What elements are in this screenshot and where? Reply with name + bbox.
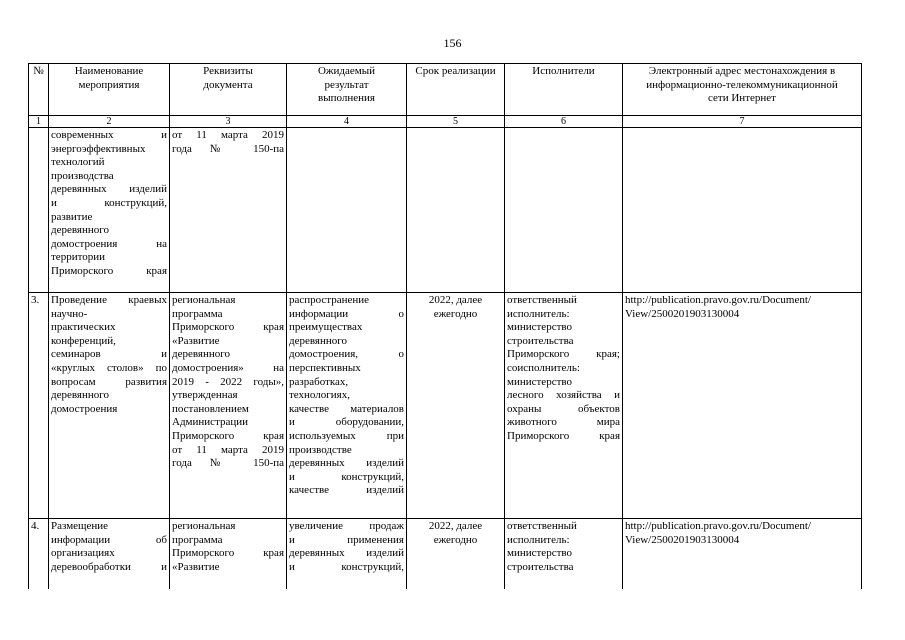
row-number-cell: 4. — [29, 519, 49, 589]
cell-line: и конструкций, — [289, 560, 404, 573]
cell-line: 2022, далее — [428, 520, 483, 532]
cell-line: конференций, — [51, 334, 116, 347]
column-number: 2 — [49, 116, 170, 128]
cell-line: перспективных — [289, 361, 361, 374]
cell-line: информации о — [289, 307, 404, 320]
column-number: 3 — [170, 116, 287, 128]
cell-line: http://publication.pravo.gov.ru/Document/ — [625, 520, 811, 532]
cell-line: программа — [172, 307, 223, 320]
requisites-cell — [170, 293, 287, 519]
cell-line: деревянного — [289, 334, 347, 347]
cell-line: министерство — [507, 321, 573, 334]
cell-line: домостроения на — [51, 237, 167, 250]
column-number: 1 — [29, 116, 49, 128]
cell-line: качестве изделий — [289, 484, 404, 497]
cell-line: утвержденная — [172, 389, 238, 402]
cell-line: от 11 марта 2019 — [172, 129, 284, 141]
cell-line: от 11 марта 2019 — [172, 443, 284, 456]
cell-line: ежегодно — [433, 307, 478, 320]
cell-line: практических — [51, 321, 116, 334]
cell-line: http://publication.pravo.gov.ru/Document/ — [625, 294, 811, 306]
table-row-continued — [29, 128, 862, 293]
expected-result-cell — [287, 128, 407, 293]
requisites-cell — [170, 519, 287, 589]
cell-line: вопросам развития — [51, 375, 167, 388]
cell-line: соисполнитель: — [507, 361, 580, 374]
cell-line: деревянного — [51, 224, 109, 237]
cell-line: распространение — [289, 294, 370, 306]
activities-table — [28, 63, 862, 589]
cell-line: технологиях, — [289, 389, 350, 402]
cell-line: Проведение краевых — [51, 294, 167, 306]
cell-line: Приморского края — [172, 547, 284, 560]
cell-line: министерство — [507, 375, 573, 388]
cell-line: организациях — [51, 547, 115, 560]
cell-line: домостроения» на — [172, 361, 284, 374]
internet-address-cell — [623, 293, 862, 519]
cell-line: года № 150-па — [172, 457, 284, 470]
cell-line: Приморского края; — [507, 348, 620, 361]
activity-name-cell — [49, 519, 170, 589]
page-number: 156 — [443, 36, 462, 50]
cell-line: и конструкций, — [51, 196, 167, 209]
term-cell — [407, 128, 505, 293]
cell-line: Администрации — [172, 416, 249, 429]
cell-line: строительства — [507, 334, 574, 347]
header-number: № — [29, 64, 49, 116]
activity-name-cell — [49, 128, 170, 293]
cell-line: лесного хозяйства и — [507, 389, 620, 402]
cell-line: современных и — [51, 129, 167, 141]
cell-line: используемых при — [289, 429, 404, 442]
cell-line: региональная — [172, 520, 236, 532]
cell-line: ответственный — [507, 520, 577, 532]
cell-line: Приморского края — [507, 429, 620, 442]
header-internet-address: Электронный адрес местонахождения в информационно-телекоммуникационной сети Интернет — [623, 64, 862, 116]
cell-line: «Развитие — [172, 560, 220, 573]
cell-line: 2019 - 2022 годы», — [172, 375, 284, 388]
column-number: 7 — [623, 116, 862, 128]
cell-line: увеличение продаж — [289, 520, 404, 532]
cell-line: программа — [172, 533, 223, 546]
term-cell — [407, 519, 505, 589]
cell-line: производстве — [289, 443, 352, 456]
cell-line: домостроения — [51, 402, 118, 415]
cell-line: View/2500201903130004 — [625, 307, 740, 320]
cell-line: семинаров и — [51, 348, 167, 361]
cell-line: энергоэффективных — [51, 142, 146, 155]
cell-line: деревянных изделий — [289, 457, 404, 470]
cell-line: View/2500201903130004 — [625, 533, 740, 546]
cell-line: «круглых столов» по — [51, 361, 167, 374]
header-name: Наименование мероприятия — [49, 64, 170, 116]
expected-result-cell — [287, 519, 407, 589]
table-row-3 — [29, 293, 862, 519]
cell-line: деревообработки и — [51, 560, 167, 573]
internet-address-cell — [623, 128, 862, 293]
header-requisites: Реквизиты документа — [170, 64, 287, 116]
column-number: 6 — [505, 116, 623, 128]
row-number-cell: 3. — [29, 293, 49, 519]
cell-line: и конструкций, — [289, 470, 404, 483]
cell-line: 2022, далее — [428, 294, 483, 306]
header-executors: Исполнители — [505, 64, 623, 116]
cell-line: разработках, — [289, 375, 349, 388]
cell-line: охраны объектов — [507, 402, 620, 415]
table-header-row — [29, 64, 862, 116]
cell-line: домостроения, о — [289, 348, 404, 361]
column-number: 4 — [287, 116, 407, 128]
cell-line: исполнитель: — [507, 307, 570, 320]
executors-cell — [505, 128, 623, 293]
cell-line: исполнитель: — [507, 533, 570, 546]
header-term: Срок реализации — [407, 64, 505, 116]
cell-line: деревянного — [51, 389, 109, 402]
table-row-4 — [29, 519, 862, 589]
term-cell — [407, 293, 505, 519]
cell-line: министерство — [507, 547, 573, 560]
cell-line: постановлением — [172, 402, 249, 415]
row-number-cell — [29, 128, 49, 293]
internet-address-cell — [623, 519, 862, 589]
column-number: 5 — [407, 116, 505, 128]
cell-line: преимуществах — [289, 321, 363, 334]
cell-line: и применения — [289, 533, 404, 546]
column-numbers-row — [29, 116, 862, 128]
cell-line: Приморского края — [172, 429, 284, 442]
cell-line: информации об — [51, 533, 167, 546]
cell-line: ответственный — [507, 294, 577, 306]
cell-line: развитие — [51, 210, 93, 223]
expected-result-cell — [287, 293, 407, 519]
cell-line: Приморского края — [172, 321, 284, 334]
cell-line: Приморского края — [51, 264, 167, 277]
cell-line: региональная — [172, 294, 236, 306]
requisites-cell — [170, 128, 287, 293]
cell-line: деревянного — [172, 348, 230, 361]
cell-line: строительства — [507, 560, 574, 573]
activity-name-cell — [49, 293, 170, 519]
cell-line: «Развитие — [172, 334, 220, 347]
cell-line: производства — [51, 169, 114, 182]
cell-line: территории — [51, 251, 106, 264]
cell-line: и оборудовании, — [289, 416, 404, 429]
executors-cell — [505, 293, 623, 519]
cell-line: технологий — [51, 156, 105, 169]
executors-cell — [505, 519, 623, 589]
cell-line: года № 150-па — [172, 142, 284, 155]
cell-line: качестве материалов — [289, 402, 404, 415]
cell-line: животного мира — [507, 416, 620, 429]
header-expected-result: Ожидаемый результат выполнения — [287, 64, 407, 116]
cell-line: деревянных изделий — [51, 183, 167, 196]
cell-line: Размещение — [51, 520, 109, 532]
cell-line: научно- — [51, 307, 88, 320]
cell-line: деревянных изделий — [289, 547, 404, 560]
cell-line: ежегодно — [433, 533, 478, 546]
